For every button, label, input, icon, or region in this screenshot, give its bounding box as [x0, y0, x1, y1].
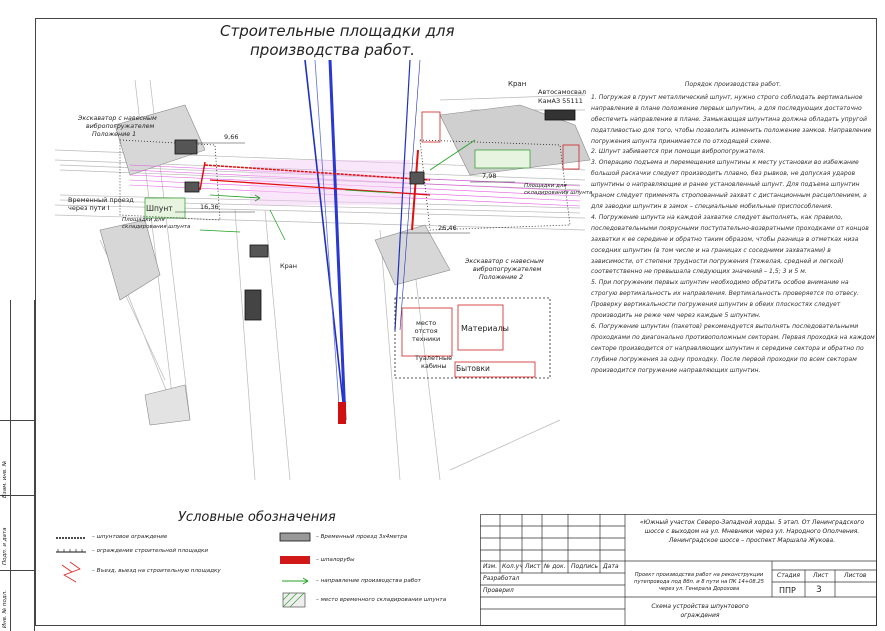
label-excavator-1-line3: Положение 1 [92, 131, 137, 138]
stamp-row-developer: Разработал [483, 575, 520, 582]
stamp-sheet-title-1: Схема устройства шпунтового [651, 603, 749, 610]
stamp-project-title: «Южный участок Северо-Западной хорды. 5 этап. От Ленинградского шоссе с выходом на ул. Мневники через ул. Народного Ополчения. Ленинградское шоссе – проспект Маршала Жукова. [639, 519, 865, 544]
legend-item-direction: – направление производства работ [316, 578, 421, 584]
notes-paragraph: 6. Погружение шпунтин (пакетов) рекомендуется выполнять последовательными проходками по диагонально противоположным секторам. Первая проходка на каждом секторе производится от направляющих шпунтин к середине сектора и обратно по глубине погружения за одну проходку. После первой проходки по всем секторам производится погружение направляющих шпунтин. [591, 322, 875, 374]
label-excavator-1-line2: вибропогружателем [86, 123, 155, 130]
legend-sleeper-symbol [280, 556, 310, 564]
label-temp-road-2: через пути I [68, 204, 110, 212]
legend-title: Условные обозначения [178, 510, 336, 525]
label-parking-2: отстоя [414, 327, 438, 335]
label-storage-right-1: Площадки для [524, 183, 567, 189]
stamp-col-doc: № док. [544, 563, 566, 570]
notes-heading: Порядок производства работ. [684, 81, 782, 88]
notes-paragraph: 3. Операцию подъема и перемещения шпунтины к месту установки во избежание большой раскачки следует производить плавно, без рывков, не допуская ударов шпунтины о направляющие и ранее установленный шпунт. Для подъема шпунтин краном следует применять стропованный захват с дистанционным расцеплением, а для заводки шпунтин в замок – специальные мобильные приспособления. [591, 159, 867, 210]
label-excavator-2-line1: Экскаватор с навесным [465, 258, 544, 265]
label-excavator-1-line1: Экскаватор с навесным [78, 115, 157, 122]
legend-direction-symbol [282, 578, 308, 584]
label-excavator-2-line3: Положение 2 [479, 274, 524, 281]
label-shpunt: Шпунт [146, 204, 173, 213]
title-block [480, 514, 877, 626]
legend-item-shpunt: – шпунтовое ограждение [92, 534, 168, 540]
label-truck-1: Автосамосвал [538, 88, 587, 96]
label-materials: Материалы [461, 324, 509, 333]
title-line-2: производства работ. [250, 41, 416, 59]
stamp-stage-value: ППР [779, 586, 796, 595]
label-parking-1: место [416, 319, 437, 327]
label-temp-road-1: Временный проезд [68, 196, 134, 204]
stamp-sheet-header: Лист [813, 572, 829, 579]
label-excavator-2-line2: вибропогружателем [473, 266, 542, 273]
side-label-signature: Подп. и дата [2, 527, 8, 565]
legend-road-symbol [280, 533, 310, 541]
label-storage-left-1: Площадки для [122, 217, 165, 223]
dim-16-36: 16,36 [200, 203, 219, 211]
label-kran-top: Кран [508, 80, 527, 88]
stamp-col-izm: Изм. [483, 563, 498, 570]
side-label-inventory: Инв. № подл. [2, 590, 8, 628]
stamp-col-date: Дата [603, 563, 619, 570]
label-storage-left-2: складирования шпунта [122, 224, 191, 230]
legend-item-sleepers: – шпалорубы [316, 557, 355, 563]
stamp-col-sign: Подпись [571, 563, 598, 570]
stamp-sheet-title-2: ограждения [680, 612, 720, 619]
notes-paragraph: 4. Погружение шпунта на каждой захватке следует выполнять, как правило, последовательными поярусными поступательно-возвратными проходками от концов захватки к ее середине и обратно таким образом, чтобы разница в отметках низа соседних шпунтин (в том числе и на границах с соседними захватками) в зависимости, от степени трудности погружения (тяжелая, средней и легкой) соответственно не превышала следующих значений – 1,5; 3 и 5 м. [591, 213, 869, 276]
stamp-project-desc: Проект производства работ на реконструкции путепровода под 8бп. и 8 пути на ПК 14+08.25 через ул. Генерала Дорохова [634, 572, 764, 592]
notes-paragraph: 5. При погружении первых шпунтин необходимо обратить особое внимание на строгую вертикальность их направления. Вертикальность проверяется по отвесу. Проверку вертикальности погружения шпунтин в обеих плоскостях следует производить не реже чем через каждые 5 шпунтин. [591, 279, 859, 320]
side-approval-strip [0, 300, 35, 631]
dim-7-98: 7,98 [482, 172, 497, 180]
label-toilets-2: кабины [421, 362, 447, 370]
label-kran-bottom: Кран [280, 262, 297, 270]
legend-item-entry: – Въезд, выезд на строительную площадку [92, 568, 221, 574]
stamp-sheet-title [640, 602, 760, 620]
stamp-col-list: Лист [525, 563, 541, 570]
side-label-replaced: Взам. инв. № [2, 460, 8, 498]
stamp-stage-header: Стадия [777, 572, 801, 579]
legend-entry-symbol [62, 562, 80, 582]
title-line-1: Строительные площадки для [220, 22, 455, 40]
label-toilets-1: Туалетные [415, 354, 453, 362]
label-storage-right-2: складирования шпунта [524, 190, 593, 196]
notes-paragraph: 2. Шпунт забивается при помощи вибропогружателя. [591, 148, 766, 156]
legend-item-storage: – место временного складирования шпунта [316, 597, 447, 603]
label-cabins: Бытовки [456, 364, 490, 373]
legend-storage-symbol [283, 593, 305, 607]
label-parking-3: техники [412, 335, 441, 343]
legend-item-fence: – ограждение строительной площадки [92, 548, 209, 554]
stamp-sheets-header: Листов [844, 572, 867, 579]
dim-9-66: 9,66 [224, 133, 239, 141]
legend-item-road: – Временный проезд 3х4метра [316, 534, 408, 540]
dim-26-46: 26,46 [438, 224, 457, 232]
stamp-sheet-value: 3 [816, 585, 822, 595]
stamp-row-checker: Проверил [483, 587, 514, 594]
stamp-col-kol: Кол.уч [502, 563, 523, 570]
legend-fence-symbol [56, 549, 86, 552]
label-truck-2: КамАЗ 55111 [538, 97, 583, 105]
notes-paragraph: 1. Погружая в грунт металлический шпунт, нужно строго соблюдать вертикальное направление в плане положение первых шпунтин, а для последующих достаточно обеспечить направление в плане. Замыкающая шпунтина должна обладать упругой податливостью для того, чтобы позволить изменить положение замков. Направление погружения шпунта принимается по отходящей схеме. [591, 93, 872, 145]
